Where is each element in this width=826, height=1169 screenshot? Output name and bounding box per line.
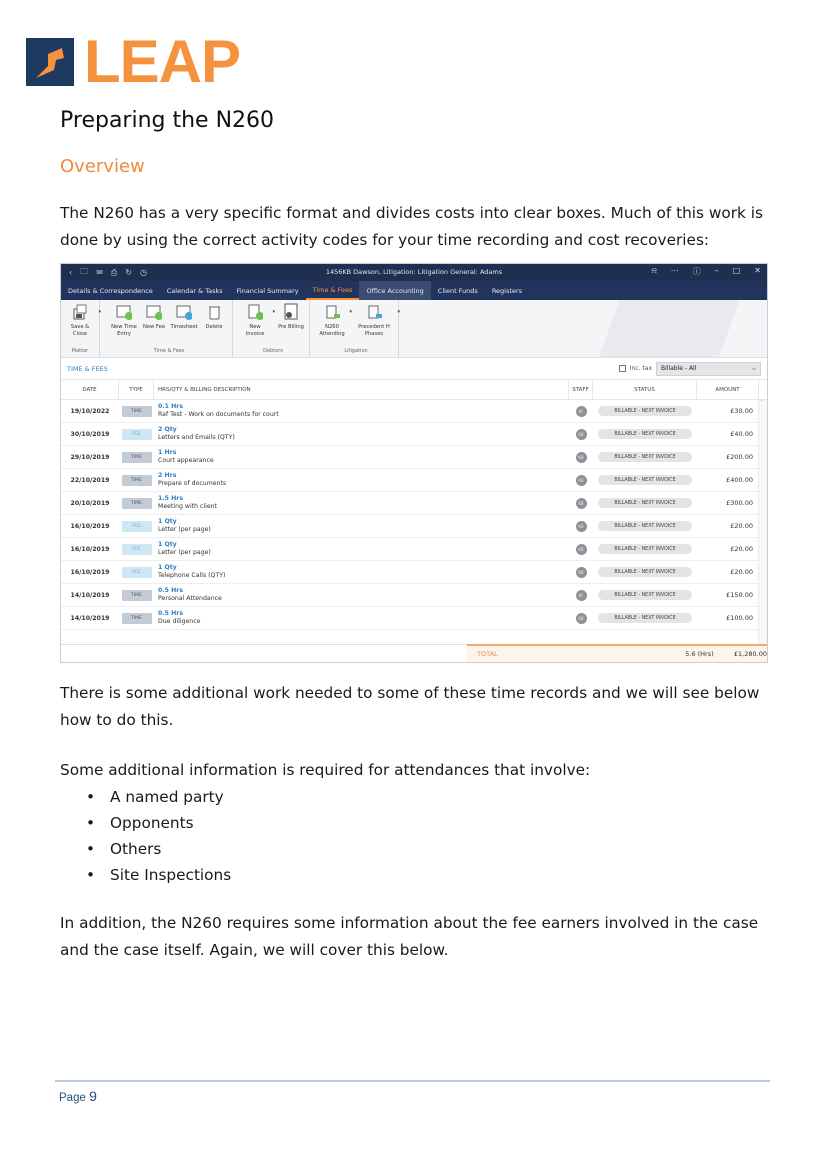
row-type-cell: [119, 538, 154, 560]
column-header-status[interactable]: STATUS: [593, 380, 697, 399]
new-fee-button[interactable]: [140, 303, 168, 347]
row-amount: £20.00: [730, 522, 753, 530]
column-header-date[interactable]: DATE: [61, 380, 119, 399]
staff-avatar: KB: [576, 475, 587, 486]
type-badge: TIME: [122, 498, 152, 509]
inc-tax-label: Inc. tax: [629, 365, 652, 372]
precedent-h-icon: [366, 303, 382, 321]
table-row[interactable]: [61, 469, 767, 492]
row-date: 22/10/2019: [70, 476, 110, 484]
status-badge[interactable]: BILLABLE - NEXT INVOICE: [598, 613, 692, 623]
row-date: 29/10/2019: [70, 453, 110, 461]
precedent-h-phases-button[interactable]: [354, 303, 400, 347]
row-status-cell: [593, 584, 697, 606]
row-quantity[interactable]: 2 Hrs: [158, 472, 177, 479]
row-description-cell: [154, 400, 569, 422]
row-staff-cell: [569, 607, 593, 629]
new-time-entry-icon: [116, 303, 132, 321]
row-staff-cell: [569, 423, 593, 445]
additional-work-paragraph: There is some additional work needed to some of these time records and we will see below how to do this.: [60, 684, 760, 729]
row-amount: £20.00: [730, 545, 753, 553]
n260-attending-button[interactable]: [318, 303, 352, 347]
row-description: Letters and Emails (QTY): [158, 434, 235, 441]
row-status-cell: [593, 492, 697, 514]
total-hours: 5.6 (Hrs): [685, 650, 714, 658]
status-badge[interactable]: BILLABLE - NEXT INVOICE: [598, 429, 692, 439]
row-description-cell: [154, 538, 569, 560]
row-staff-cell: [569, 538, 593, 560]
row-quantity[interactable]: 1 Hrs: [158, 449, 177, 456]
type-badge: TIME: [122, 475, 152, 486]
row-date: 20/10/2019: [70, 499, 110, 507]
row-description: Raf Test - Work on documents for court: [158, 411, 279, 418]
staff-avatar: KB: [576, 521, 587, 532]
staff-avatar: KB: [576, 613, 587, 624]
row-date: 16/10/2019: [70, 522, 110, 530]
row-staff-cell: [569, 400, 593, 422]
n260-attending-icon: [324, 303, 340, 321]
total-bar: [61, 644, 767, 662]
delete-button[interactable]: [200, 303, 228, 347]
row-description-cell: [154, 492, 569, 514]
timesheet-label: Timesheet: [170, 324, 198, 330]
row-description-cell: [154, 561, 569, 583]
time-fees-table: [61, 400, 767, 630]
list-item: • A named party: [86, 784, 231, 810]
row-description-cell: [154, 607, 569, 629]
row-status-cell: [593, 400, 697, 422]
row-status-cell: [593, 607, 697, 629]
staff-avatar: KB: [576, 567, 587, 578]
column-header-type[interactable]: TYPE: [119, 380, 154, 399]
row-status-cell: [593, 561, 697, 583]
row-staff-cell: [569, 584, 593, 606]
row-description-cell: [154, 423, 569, 445]
row-quantity[interactable]: 1 Qty: [158, 518, 177, 525]
inc-tax-checkbox[interactable]: [619, 365, 626, 372]
column-header-description[interactable]: HRS/QTY & BILLING DESCRIPTION: [154, 380, 569, 399]
new-fee-icon: [146, 303, 162, 321]
row-quantity[interactable]: 1 Qty: [158, 564, 177, 571]
status-badge[interactable]: BILLABLE - NEXT INVOICE: [598, 406, 692, 416]
row-description: Telephone Calls (QTY): [158, 572, 226, 579]
row-type-cell: [119, 561, 154, 583]
type-badge: TIME: [122, 452, 152, 463]
status-badge[interactable]: BILLABLE - NEXT INVOICE: [598, 475, 692, 485]
minimize-icon[interactable]: –: [714, 266, 719, 275]
ribbon-group-label: Litigation: [344, 348, 368, 354]
dropdown-arrow-icon[interactable]: ▾: [397, 309, 400, 315]
row-amount: £300.00: [726, 499, 753, 507]
row-quantity[interactable]: 0.5 Hrs: [158, 587, 184, 594]
table-scrollbar[interactable]: [758, 400, 767, 650]
refresh-icon[interactable]: ↻: [125, 268, 133, 277]
type-badge: TIME: [122, 613, 152, 624]
tab-calendar-tasks[interactable]: Calendar & Tasks: [166, 286, 223, 295]
section-title: TIME & FEES: [67, 364, 108, 373]
staff-avatar: KF: [576, 590, 587, 601]
row-quantity[interactable]: 1.5 Hrs: [158, 495, 184, 502]
n260-attending-label: N260 Attending: [319, 324, 345, 337]
list-item: • Opponents: [86, 810, 231, 836]
row-description-cell: [154, 515, 569, 537]
print-icon[interactable]: ⎙: [110, 267, 118, 277]
help-icon[interactable]: ⓘ: [692, 267, 701, 276]
row-type-cell: [119, 400, 154, 422]
page-label: Page: [59, 1092, 86, 1104]
list-item: • Site Inspections: [86, 862, 231, 888]
column-header-staff[interactable]: STAFF: [569, 380, 593, 399]
row-quantity[interactable]: 0.5 Hrs: [158, 610, 184, 617]
type-badge: TIME: [122, 590, 152, 601]
row-date: 16/10/2019: [70, 568, 110, 576]
new-invoice-icon: [247, 303, 263, 321]
title-bar: [61, 264, 767, 281]
leap-logo-text: LEAP: [84, 28, 241, 95]
row-status-cell: [593, 538, 697, 560]
row-description: Letter (per page): [158, 549, 211, 556]
row-description: Personal Attendance: [158, 595, 222, 602]
row-status-cell: [593, 423, 697, 445]
billable-filter-value: Billable - All: [661, 365, 697, 372]
new-invoice-label: New Invoice: [245, 324, 265, 337]
leap-logo: [26, 28, 241, 95]
bell-icon[interactable]: ⍾: [651, 266, 657, 275]
section-heading: Overview: [60, 156, 145, 177]
row-quantity[interactable]: 2 Qty: [158, 426, 177, 433]
new-fee-label: New Fee: [142, 324, 166, 330]
row-type-cell: [119, 469, 154, 491]
page-number-value: 9: [89, 1088, 97, 1104]
row-amount: £150.00: [726, 591, 753, 599]
tab-financial-summary[interactable]: Financial Summary: [236, 286, 299, 295]
footer-divider: [55, 1080, 770, 1082]
timer-icon[interactable]: ◷: [140, 268, 147, 277]
more-icon[interactable]: ⋯: [670, 266, 679, 275]
type-badge: FEE: [122, 544, 152, 555]
row-description: Meeting with client: [158, 503, 218, 510]
new-time-entry-label: New Time Entry: [111, 324, 137, 337]
row-type-cell: [119, 423, 154, 445]
pre-billing-label: Pre Billing: [278, 324, 304, 330]
table-row[interactable]: [61, 538, 767, 561]
time-fees-header: [61, 358, 767, 380]
ribbon-decoration: [591, 300, 744, 358]
row-description: Court appearance: [158, 457, 214, 464]
row-status-cell: [593, 515, 697, 537]
ribbon-group-label: Matter: [71, 348, 89, 354]
dropdown-arrow-icon[interactable]: ▾: [98, 309, 101, 315]
row-type-cell: [119, 515, 154, 537]
table-header: [61, 380, 767, 400]
tab-registers[interactable]: Registers: [491, 286, 522, 295]
delete-icon: [206, 303, 222, 321]
row-amount: £30.00: [730, 407, 753, 415]
intro-paragraph: The N260 has a very specific format and divides costs into clear boxes. Much of this work is done by using the correct activity codes for your time recording and cost recoveries:: [60, 204, 763, 249]
row-amount: £40.00: [730, 430, 753, 438]
type-badge: FEE: [122, 429, 152, 440]
row-date: 14/10/2019: [70, 591, 110, 599]
dropdown-arrow-icon[interactable]: ▾: [349, 309, 352, 315]
row-type-cell: [119, 446, 154, 468]
row-date: 14/10/2019: [70, 614, 110, 622]
folder-icon[interactable]: 🗀: [80, 266, 89, 276]
staff-avatar: KF: [576, 406, 587, 417]
row-status-cell: [593, 469, 697, 491]
tab-client-funds[interactable]: Client Funds: [437, 286, 478, 295]
row-quantity[interactable]: 1 Qty: [158, 541, 177, 548]
table-row[interactable]: [61, 423, 767, 446]
ribbon-group-matter: [61, 300, 100, 357]
row-amount: £100.00: [726, 614, 753, 622]
row-type-cell: [119, 607, 154, 629]
status-badge[interactable]: BILLABLE - NEXT INVOICE: [598, 498, 692, 508]
staff-avatar: KB: [576, 429, 587, 440]
row-date: 30/10/2019: [70, 430, 110, 438]
row-description: Letter (per page): [158, 526, 211, 533]
status-badge[interactable]: BILLABLE - NEXT INVOICE: [598, 590, 692, 600]
save-close-icon: [72, 303, 88, 321]
closing-paragraph: In addition, the N260 requires some information about the fee earners involved in the case and the case itself. Again, we will cover this below.: [60, 914, 759, 959]
leap-app-window: [60, 263, 768, 663]
dropdown-arrow-icon[interactable]: ▾: [272, 309, 275, 315]
table-row[interactable]: [61, 515, 767, 538]
row-date: 16/10/2019: [70, 545, 110, 553]
scroll-up-icon[interactable]: ˄: [760, 400, 763, 406]
page-number: [59, 1088, 97, 1104]
row-description: Due diligence: [158, 618, 201, 625]
ribbon-group-label: Time & Fees: [153, 348, 185, 354]
total-amount: £1,280.00: [733, 650, 767, 658]
new-time-entry-button[interactable]: [110, 303, 138, 347]
row-status-cell: [593, 446, 697, 468]
leap-logo-mark-icon: [26, 38, 74, 86]
status-badge[interactable]: BILLABLE - NEXT INVOICE: [598, 452, 692, 462]
delete-label: Delete: [205, 324, 223, 330]
tab-office-accounting[interactable]: Office Accounting: [359, 281, 430, 300]
row-type-cell: [119, 492, 154, 514]
tab-details-correspondence[interactable]: Details & Correspondence: [68, 286, 153, 295]
ribbon-group-debtors: [237, 300, 310, 357]
table-row[interactable]: [61, 584, 767, 607]
row-amount: £400.00: [726, 476, 753, 484]
maximize-icon[interactable]: □: [732, 266, 741, 275]
row-staff-cell: [569, 515, 593, 537]
row-type-cell: [119, 584, 154, 606]
row-quantity[interactable]: 0.1 Hrs: [158, 403, 184, 410]
ribbon-group-litigation: [314, 300, 399, 357]
row-date: 19/10/2022: [70, 407, 110, 415]
status-badge[interactable]: BILLABLE - NEXT INVOICE: [598, 521, 692, 531]
save-close-label: Save & Close: [70, 324, 90, 337]
type-badge: FEE: [122, 521, 152, 532]
list-item: • Others: [86, 836, 231, 862]
new-invoice-button[interactable]: [241, 303, 275, 347]
row-description-cell: [154, 584, 569, 606]
row-staff-cell: [569, 469, 593, 491]
row-description-cell: [154, 469, 569, 491]
page-title: Preparing the N260: [60, 108, 275, 133]
ribbon-group-time-fees: [106, 300, 233, 357]
status-badge[interactable]: BILLABLE - NEXT INVOICE: [598, 567, 692, 577]
total-label: TOTAL: [477, 650, 498, 658]
mail-icon[interactable]: ✉: [96, 268, 103, 277]
table-row[interactable]: [61, 607, 767, 630]
pre-billing-icon: [283, 303, 299, 321]
timesheet-icon: [176, 303, 192, 321]
table-row[interactable]: [61, 561, 767, 584]
timesheet-button[interactable]: [170, 303, 198, 347]
window-title: 1456KB Dawson, Litigation: Litigation General: Adams: [325, 268, 503, 276]
ribbon-group-label: Debtors: [263, 348, 283, 354]
ribbon-toolbar: [61, 300, 767, 358]
row-staff-cell: [569, 446, 593, 468]
precedent-h-phases-label: Precedent H Phases: [358, 324, 390, 337]
main-tabs: [61, 281, 767, 300]
attendances-paragraph: Some additional information is required for attendances that involve:: [60, 761, 591, 779]
back-icon[interactable]: ‹: [69, 268, 73, 277]
chevron-down-icon: ⌵: [751, 364, 756, 372]
row-staff-cell: [569, 492, 593, 514]
row-description: Prepare of documents: [158, 480, 227, 487]
save-close-button[interactable]: [65, 303, 101, 347]
table-row[interactable]: [61, 400, 767, 423]
row-description-cell: [154, 446, 569, 468]
pre-billing-button[interactable]: [277, 303, 305, 347]
staff-avatar: KB: [576, 452, 587, 463]
type-badge: TIME: [122, 406, 152, 417]
type-badge: FEE: [122, 567, 152, 578]
billable-filter-select[interactable]: [656, 362, 761, 376]
table-row[interactable]: [61, 446, 767, 469]
status-badge[interactable]: BILLABLE - NEXT INVOICE: [598, 544, 692, 554]
staff-avatar: KB: [576, 544, 587, 555]
close-icon[interactable]: ✕: [754, 266, 761, 275]
row-staff-cell: [569, 561, 593, 583]
row-amount: £20.00: [730, 568, 753, 576]
table-row[interactable]: [61, 492, 767, 515]
tab-time-fees[interactable]: Time & Fees: [306, 281, 360, 300]
attendance-list: [86, 784, 231, 888]
staff-avatar: KB: [576, 498, 587, 509]
row-amount: £200.00: [726, 453, 753, 461]
column-header-amount[interactable]: AMOUNT: [697, 380, 759, 399]
